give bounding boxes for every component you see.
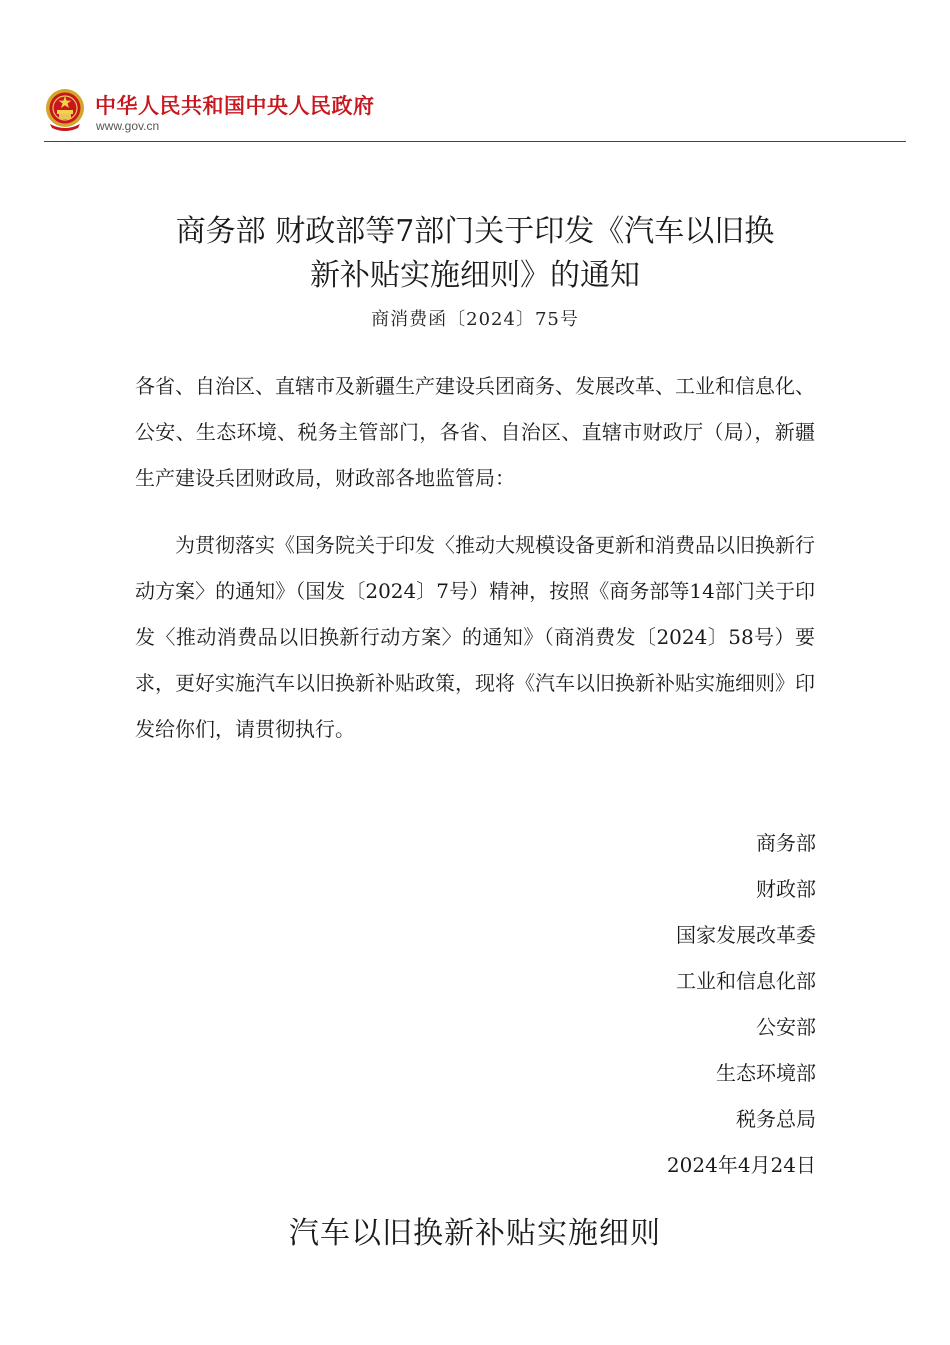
signatory: 公安部 (756, 1015, 816, 1039)
body-paragraph: 为贯彻落实《国务院关于印发〈推动大规模设备更新和消费品以旧换新行动方案〉的通知》（国发〔2024〕7号）精神，按照《商务部等14部门关于印发〈推动消费品以旧换新行动方案〉的通知》（商消费发〔2024〕58号）要求，更好实施汽车以旧换新补贴政策，现将《汽车以旧换新补贴实施细则》印发给你们，请贯彻执行。 (135, 533, 815, 741)
attachment-title: 汽车以旧换新补贴实施细则 (289, 1216, 661, 1251)
document-number: 商消费函〔2024〕75号 (371, 309, 579, 330)
site-name[interactable]: 中华人民共和国中央人民政府 (95, 94, 375, 118)
site-url[interactable]: www.gov.cn (96, 119, 160, 133)
signatory: 国家发展改革委 (676, 923, 816, 947)
signatory: 生态环境部 (716, 1061, 816, 1085)
national-emblem-icon (44, 88, 86, 132)
signatory: 商务部 (756, 831, 816, 855)
signatory: 财政部 (756, 877, 816, 901)
document-date: 2024年4月24日 (666, 1153, 816, 1177)
document-title (0, 210, 950, 298)
signatory: 税务总局 (736, 1107, 816, 1131)
title-line-2: 新补贴实施细则》的通知 (310, 258, 640, 293)
signatories (516, 820, 816, 1188)
title-line-1: 商务部 财政部等7部门关于印发《汽车以旧换 (175, 214, 775, 249)
addressee: 各省、自治区、直辖市及新疆生产建设兵团商务、发展改革、工业和信息化、公安、生态环境、税务主管部门，各省、自治区、直辖市财政厅（局），新疆生产建设兵团财政局，财政部各地监管局： (135, 374, 815, 490)
signatory: 工业和信息化部 (676, 969, 816, 993)
site-header (44, 86, 906, 144)
header-divider (44, 141, 906, 142)
